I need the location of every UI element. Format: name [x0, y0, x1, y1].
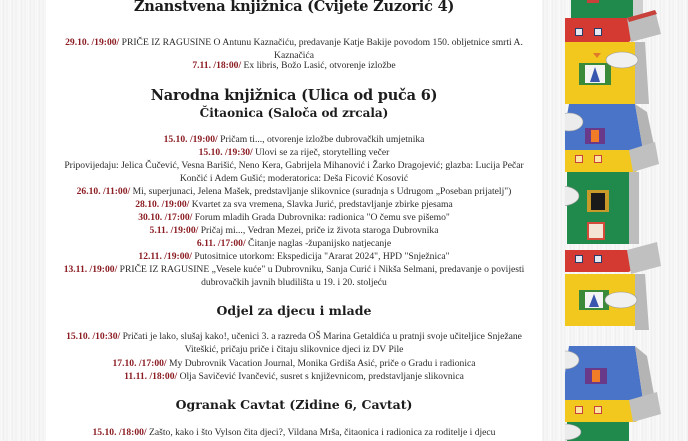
- event-item: [46, 198, 542, 211]
- event-item: [46, 133, 542, 146]
- event-text-continued: Končić i Adem Gušić; moderatorica: Deša Ficović Kosović: [179, 173, 409, 184]
- event-item: [46, 357, 542, 370]
- event-item: [46, 211, 542, 224]
- event-date: 15.10. /18:00/: [92, 427, 147, 438]
- section-title-cavtat: Ogranak Cavtat (Zidine 6, Cavtat): [175, 397, 413, 412]
- event-item: [46, 250, 542, 263]
- event-date: 15.10. /19:30/: [198, 147, 253, 158]
- event-text: PRIČE IZ RAGUSINE „Vesele kuće" u Dubrovniku, Sanja Curić i Nikša Selmani, predavanje o povijesti: [117, 264, 525, 275]
- event-item: [46, 146, 542, 159]
- event-text: Forum mladih Grada Dubrovnika: radionica "O čemu sve pišemo": [192, 212, 450, 223]
- event-text: Pričati je lako, slušaj kako!, učenici 3. a razreda OŠ Marina Getaldića u pratnji svoje učiteljice Snježane: [120, 331, 522, 342]
- event-text: Kvartet za sva vremena, Slavka Jurić, predstavljanje zbirke pjesama: [189, 199, 453, 210]
- event-item: [46, 426, 542, 439]
- event-date: 15.10. /10:30/: [66, 331, 121, 342]
- program-page: [46, 0, 542, 441]
- event-text: Pričaj mi..., Vedran Mezei, priče iz života staroga Dubrovnika: [198, 225, 439, 236]
- event-text: My Dubrovnik Vacation Journal, Monika Grdiša Asić, priče o Gradu i radionica: [166, 358, 476, 369]
- event-item: [46, 185, 542, 198]
- section-subtitle-citaonica: Čitaonica (Saloča od zrcala): [199, 106, 389, 120]
- event-date: 26.10. /11:00/: [76, 186, 131, 197]
- books-house-icon: [565, 0, 688, 441]
- event-text: Ex libris, Božo Lasić, otvorenje izložbe: [241, 60, 396, 71]
- event-text: Ulovi se za riječ, storytelling večer: [252, 147, 390, 158]
- event-item: [46, 370, 542, 383]
- event-performers: [46, 159, 542, 185]
- event-text: Putositnice utorkom: Ekspedicija "Ararat 2024", HPD "Snježnica": [191, 251, 450, 262]
- event-date: 6.11. /17:00/: [196, 238, 246, 249]
- event-text: Mi, superjunaci, Jelena Mašek, predstavljanje slikovnice (suradnja s Udrugom „Poseban prijatelj"): [130, 186, 512, 197]
- event-item: [46, 263, 542, 289]
- event-date: 11.11. /18:00/: [124, 371, 178, 382]
- event-date: 15.10. /19:00/: [163, 134, 218, 145]
- section-title-narodna: Narodna knjižnica (Ulica od puča 6): [150, 87, 438, 104]
- event-text-continued: dubrovačkih javnih bludilišta u 19. i 20. stoljeću: [201, 277, 387, 288]
- event-text: Pripovijedaju: Jelica Čučević, Vesna Barišić, Neno Kera, Gabrijela Mihanović i Žarko Dragojević; glazba: Lucija Pečar: [64, 160, 524, 171]
- stacked-books-illustration: [565, 0, 688, 441]
- event-item: [46, 237, 542, 250]
- event-item: [46, 59, 542, 72]
- event-date: 28.10. /19:00/: [135, 199, 190, 210]
- event-text: Čitanje naglas -županijsko natjecanje: [245, 238, 392, 249]
- event-text: Olja Savičević Ivančević, susret s književnicom, predstavljanje slikovnica: [177, 371, 464, 382]
- event-date: 7.11. /18:00/: [192, 60, 242, 71]
- event-date: 12.11. /19:00/: [138, 251, 192, 262]
- event-date: 13.11. /19:00/: [63, 264, 118, 275]
- event-date: 17.10. /17:00/: [112, 358, 167, 369]
- section-title-odjel-djeca: Odjel za djecu i mlade: [216, 303, 372, 318]
- event-text-continued: Viteškić, pričaju priče i čitaju slikovnice djeci iz DV Pile: [184, 344, 404, 355]
- event-text: Zašto, kako i što Vylson čita djeci?, Vildana Mrša, čitaonica i radionica za roditelje i djecu: [146, 427, 496, 438]
- event-text-continued: Kaznačića: [274, 50, 314, 61]
- event-date: 30.10. /17:00/: [138, 212, 193, 223]
- event-text: Pričam ti..., otvorenje izložbe dubrovačkih umjetnika: [217, 134, 425, 145]
- event-date: 29.10. /19:00/: [65, 37, 120, 48]
- event-text: PRIČE IZ RAGUSINE O Antunu Kaznačiću, predavanje Katje Bakije povodom 150. obljetnice smrti A.: [119, 37, 523, 48]
- event-item: [46, 224, 542, 237]
- event-item: [46, 330, 542, 356]
- section-title-znanstvena: Znanstvena knjižnica (Cvijete Zuzorić 4): [133, 0, 455, 15]
- event-date: 5.11. /19:00/: [149, 225, 199, 236]
